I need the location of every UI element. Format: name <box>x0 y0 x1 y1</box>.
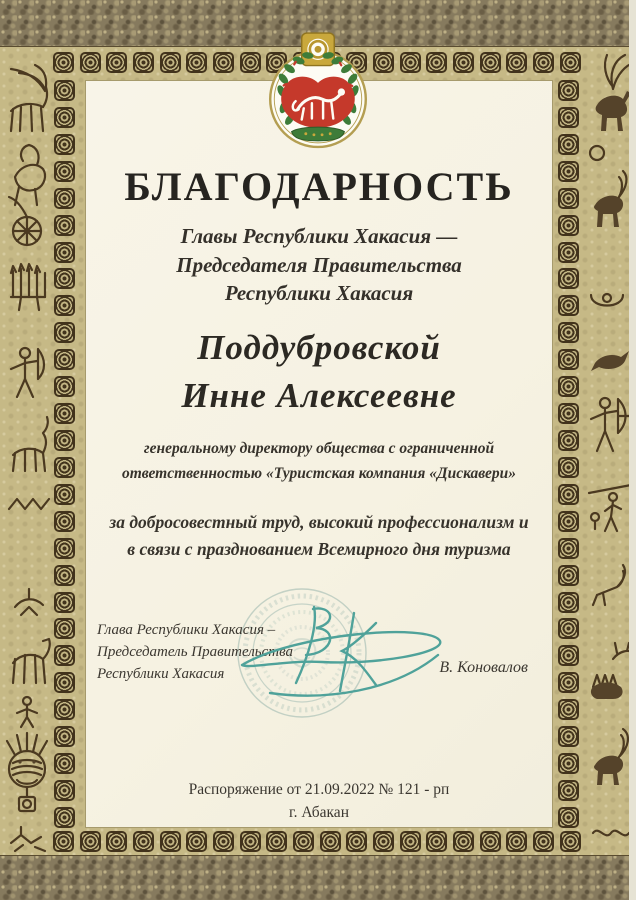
ornament-rosette <box>558 349 579 370</box>
ornament-rosette <box>54 457 75 478</box>
issuer-subtitle-line-2: Председателя Правительства <box>176 252 462 277</box>
ornament-rosette <box>453 831 474 852</box>
ornament-rosette <box>558 538 579 559</box>
order-reference-line: Распоряжение от 21.09.2022 № 121 - рп <box>188 781 450 798</box>
ornament-rosette <box>266 831 287 852</box>
ornament-rosette <box>54 268 75 289</box>
coat-of-arms-khakassia-icon <box>261 30 375 150</box>
petroglyph-sun <box>590 146 604 160</box>
petroglyph-horse <box>13 639 50 683</box>
ornament-rosette <box>213 52 234 73</box>
petroglyph-zigzag <box>9 499 49 509</box>
petroglyph-ibex-2 <box>594 729 628 785</box>
ornament-rosette <box>54 349 75 370</box>
ornament-rosette <box>558 618 579 639</box>
ornament-rosette <box>558 592 579 613</box>
certificate-paper <box>85 80 553 828</box>
ornament-rosette <box>133 52 154 73</box>
petroglyph-deer <box>596 55 633 131</box>
ornament-rosette <box>54 538 75 559</box>
petroglyph-elk <box>11 65 47 131</box>
ornament-rosette <box>54 565 75 586</box>
ornament-rosette <box>213 831 234 852</box>
petroglyph-archer <box>591 398 631 451</box>
order-reference <box>86 778 552 824</box>
recipient-position-line-2: ответственностью «Туристская компания «Дискавери» <box>121 465 517 482</box>
ornament-rosette <box>558 807 579 828</box>
ornament-rosette <box>480 52 501 73</box>
ornament-rosette <box>558 268 579 289</box>
ornament-rosette <box>106 831 127 852</box>
ornament-rosette <box>54 403 75 424</box>
ornament-rosette <box>293 831 314 852</box>
petroglyph-bird <box>15 589 43 615</box>
ornament-rosette <box>558 780 579 801</box>
recipient-name <box>86 324 552 420</box>
ornament-rosette <box>560 52 581 73</box>
issuer-subtitle <box>86 222 552 308</box>
petroglyph-mask-face <box>7 733 47 811</box>
green-scroll <box>292 127 345 141</box>
ornament-rosette <box>186 52 207 73</box>
ornament-rosette <box>558 188 579 209</box>
ornament-rosette <box>186 831 207 852</box>
ornament-rosette <box>558 645 579 666</box>
ornament-rosette <box>320 831 341 852</box>
ornament-rosette <box>453 52 474 73</box>
ornament-rosette <box>558 565 579 586</box>
ornament-rosette <box>54 80 75 101</box>
ornament-rosette <box>558 699 579 720</box>
ornament-rosette <box>54 511 75 532</box>
petroglyph-pole-figure <box>589 485 631 531</box>
ornament-rosette <box>558 403 579 424</box>
ornament-rosette <box>54 430 75 451</box>
ornament-rosette <box>373 52 394 73</box>
signer-title-line-3: Республики Хакасия <box>97 666 225 682</box>
ornament-rosette <box>54 726 75 747</box>
ornament-rosette <box>54 242 75 263</box>
petroglyph-comb <box>11 264 45 310</box>
ornament-rosette <box>240 831 261 852</box>
ornament-rosette <box>133 831 154 852</box>
ornament-rosette <box>106 52 127 73</box>
ornament-rosette <box>54 134 75 155</box>
award-reason-line-2: в связи с празднованием Всемирного дня туризма <box>127 539 511 559</box>
petroglyph-goat <box>13 417 48 471</box>
recipient-position <box>86 436 552 486</box>
ornament-rosette <box>558 726 579 747</box>
ornament-rosette <box>54 188 75 209</box>
recipient-position-line-1: генеральному директору общества с ограниченной <box>143 440 495 457</box>
signer-name: В. Коновалов <box>439 659 528 676</box>
ornament-rosette <box>54 699 75 720</box>
petroglyph-wave <box>593 831 629 836</box>
ornament-rosette <box>54 295 75 316</box>
ornament-rosette <box>80 52 101 73</box>
solar-symbol <box>302 33 335 66</box>
ornament-rosette <box>558 430 579 451</box>
award-reason-line-1: за добросовестный труд, высокий профессионализм и <box>109 512 529 532</box>
ornament-rosette <box>54 484 75 505</box>
certificate-title: БЛАГОДАРНОСТЬ <box>124 164 514 209</box>
petroglyph-bird <box>591 351 629 371</box>
ornament-rosette <box>54 780 75 801</box>
ornament-rosette <box>54 807 75 828</box>
ornament-frame-right <box>558 80 580 828</box>
ornament-rosette <box>558 322 579 343</box>
ornament-rosette <box>54 376 75 397</box>
recipient-surname: Поддубровской <box>197 328 441 367</box>
issuer-subtitle-line-1: Главы Республики Хакасия — <box>180 224 458 248</box>
ornament-rosette <box>506 52 527 73</box>
ornament-rosette <box>400 831 421 852</box>
signer-title-line-1: Глава Республики Хакасия – <box>97 622 276 638</box>
ornament-frame-bottom <box>53 831 581 853</box>
ornament-rosette <box>54 161 75 182</box>
ornament-rosette <box>533 52 554 73</box>
ornament-rosette <box>558 161 579 182</box>
signer-title-line-2: Председатель Правительства <box>97 644 293 660</box>
petroglyph-border-right <box>583 47 635 857</box>
ornament-rosette <box>426 52 447 73</box>
scan-edge <box>629 0 636 900</box>
ornament-rosette <box>346 831 367 852</box>
ornament-rosette <box>54 107 75 128</box>
ornament-rosette <box>558 107 579 128</box>
ornament-rosette <box>373 831 394 852</box>
ornament-frame-left <box>54 80 76 828</box>
ornament-rosette <box>558 457 579 478</box>
ornament-rosette <box>558 134 579 155</box>
petroglyph-human <box>17 697 37 727</box>
petroglyph-hunter <box>11 348 44 397</box>
ornament-rosette <box>160 831 181 852</box>
order-city: г. Абакан <box>288 804 349 821</box>
ornament-rosette <box>80 831 101 852</box>
ornament-rosette <box>240 52 261 73</box>
ornament-rosette <box>558 295 579 316</box>
ornament-rosette <box>54 672 75 693</box>
ornament-rosette <box>400 52 421 73</box>
ornament-rosette <box>558 80 579 101</box>
ornament-rosette <box>480 831 501 852</box>
ornament-rosette <box>54 215 75 236</box>
ornament-rosette <box>54 592 75 613</box>
ornament-rosette <box>53 52 74 73</box>
ornament-rosette <box>558 672 579 693</box>
ornament-rosette <box>558 242 579 263</box>
recipient-given-names: Инне Алексеевне <box>181 376 457 415</box>
ornament-rosette <box>558 484 579 505</box>
petroglyph-goat-tangle <box>15 145 45 205</box>
ornament-rosette <box>558 511 579 532</box>
ornament-rosette <box>54 618 75 639</box>
petroglyph-cup <box>591 294 623 306</box>
ornament-rosette <box>558 753 579 774</box>
award-reason <box>86 509 552 563</box>
ornament-rosette <box>54 645 75 666</box>
ornament-rosette <box>426 831 447 852</box>
ornament-rosette <box>558 215 579 236</box>
petroglyph-border-left <box>1 47 53 857</box>
petroglyph-ibex <box>594 171 626 227</box>
petroglyph-goat-head <box>593 565 625 605</box>
ornament-rosette <box>506 831 527 852</box>
ornament-rosette <box>54 753 75 774</box>
ornament-rosette <box>53 831 74 852</box>
handwritten-signature <box>230 595 454 707</box>
ornament-rosette <box>558 376 579 397</box>
ornament-rosette <box>54 322 75 343</box>
petroglyph-spiky-beast <box>591 643 633 699</box>
ornament-rosette <box>160 52 181 73</box>
ornament-rosette <box>533 831 554 852</box>
issuer-subtitle-line-3: Республики Хакасия <box>224 281 414 305</box>
petroglyph-runner <box>11 827 45 851</box>
ornament-rosette <box>560 831 581 852</box>
